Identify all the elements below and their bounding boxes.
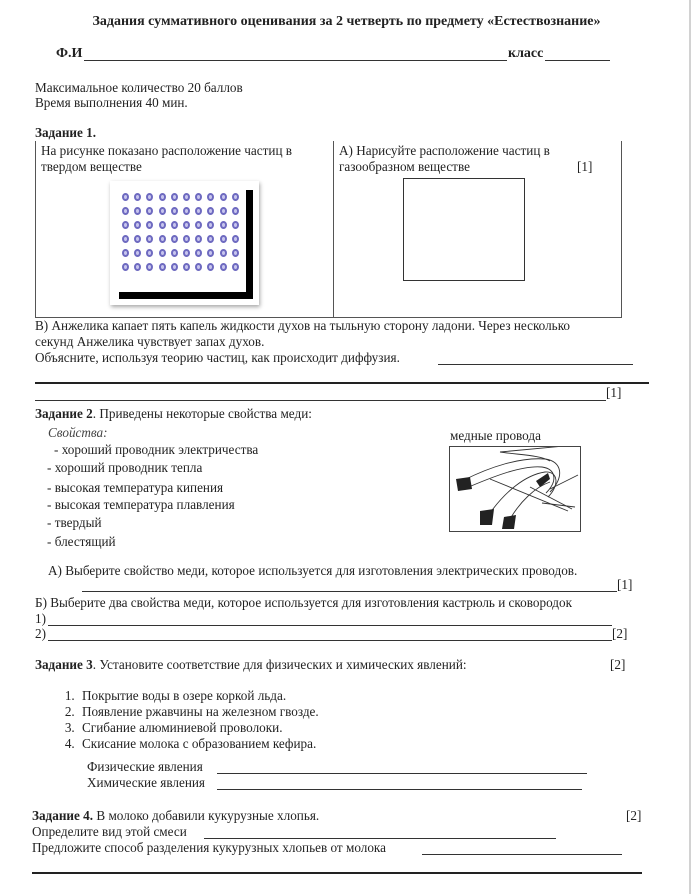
container-wall-bottom (119, 292, 253, 299)
property-item: - блестящий (47, 534, 116, 549)
phenomenon-item: 2. Появление ржавчины на железном гвозде. (78, 704, 319, 720)
task1-left-line2: твердом веществе (41, 159, 142, 174)
particle-icon (207, 207, 214, 215)
particle-icon (220, 193, 227, 201)
class-field[interactable] (545, 60, 610, 61)
task2b-points: [2] (612, 626, 628, 641)
properties-label: Свойства: (48, 425, 108, 440)
task2-heading-row (35, 406, 312, 422)
task2a-answer-line[interactable] (82, 591, 617, 592)
particle-icon (134, 193, 141, 201)
task4-heading: Задание 4. (32, 808, 94, 823)
particle-icon (195, 221, 202, 229)
particle-icon (122, 249, 129, 257)
wires-caption: медные провода (450, 428, 541, 443)
particle-grid (120, 191, 242, 275)
task1-right-line1: А) Нарисуйте расположение частиц в (339, 143, 550, 158)
particle-icon (207, 221, 214, 229)
task3-points: [2] (610, 657, 626, 672)
particle-icon (207, 263, 214, 271)
container-wall-right (246, 190, 253, 298)
name-field[interactable] (84, 60, 507, 61)
task3-intro: . Установите соответствие для физических и химических явлений: (92, 657, 467, 672)
phenomenon-item: 4. Скисание молока с образованием кефира. (78, 736, 319, 752)
particle-icon (171, 263, 178, 271)
task1b-answer-line1[interactable] (438, 364, 633, 365)
particle-icon (195, 235, 202, 243)
task2b-answer2-label: 2) (35, 626, 46, 641)
particle-icon (134, 221, 141, 229)
task2-heading: Задание 2 (35, 406, 93, 421)
name-label: Ф.И (56, 46, 83, 61)
particle-icon (220, 235, 227, 243)
particle-icon (134, 249, 141, 257)
particle-icon (195, 263, 202, 271)
task1-left-line1: На рисунке показано расположение частиц в (41, 143, 293, 158)
particle-icon (207, 249, 214, 257)
particle-icon (232, 263, 239, 271)
task1-right-line2: газообразном веществе (339, 159, 470, 174)
particle-icon (195, 207, 202, 215)
task1b-line3: Объясните, используя теорию частиц, как происходит диффузия. (35, 350, 400, 365)
phenomena-list (50, 688, 319, 752)
max-points: Максимальное количество 20 баллов (35, 80, 243, 95)
copper-wires-image (449, 446, 581, 532)
particle-icon (232, 193, 239, 201)
particle-icon (207, 193, 214, 201)
task3-heading: Задание 3 (35, 657, 93, 672)
particle-icon (183, 263, 190, 271)
table-border-left (35, 141, 36, 318)
particle-icon (232, 221, 239, 229)
task4-points: [2] (626, 808, 642, 823)
particle-icon (146, 207, 153, 215)
property-item: - хороший проводник тепла (47, 460, 203, 475)
particle-icon (171, 235, 178, 243)
particle-icon (232, 235, 239, 243)
property-item: - хороший проводник электричества (54, 442, 259, 457)
particle-icon (159, 221, 166, 229)
particle-icon (122, 221, 129, 229)
task4-q1-answer-line[interactable] (204, 838, 556, 839)
task1b-answer-line2[interactable] (35, 382, 649, 384)
particle-icon (134, 263, 141, 271)
particle-icon (207, 235, 214, 243)
particle-icon (220, 221, 227, 229)
particle-icon (171, 193, 178, 201)
particle-icon (122, 235, 129, 243)
time-limit: Время выполнения 40 мин. (35, 95, 188, 110)
task2a-question: А) Выберите свойство меди, которое используется для изготовления электрических проводов. (48, 563, 578, 578)
task4-q2-answer-line1[interactable] (422, 854, 622, 855)
particle-icon (122, 263, 129, 271)
task2b-answer1-label: 1) (35, 611, 46, 626)
particle-icon (183, 249, 190, 257)
particle-icon (195, 249, 202, 257)
task4-heading-row (32, 808, 319, 824)
property-item: - твердый (47, 515, 102, 530)
task4-q1: Определите вид этой смеси (32, 824, 187, 839)
task2b-answer2-line[interactable] (48, 640, 612, 641)
particle-icon (146, 263, 153, 271)
particle-icon (159, 235, 166, 243)
particle-icon (232, 249, 239, 257)
particle-icon (220, 249, 227, 257)
task1b-line1: В) Анжелика капает пять капель жидкости духов на тыльную сторону ладони. Через несколько (35, 318, 571, 333)
task1b-answer-line3[interactable] (35, 400, 606, 401)
particle-icon (183, 235, 190, 243)
table-border-middle (333, 141, 334, 318)
phenomenon-item: 1. Покрытие воды в озере коркой льда. (78, 688, 319, 704)
particle-icon (134, 207, 141, 215)
task1-heading: Задание 1. (35, 125, 97, 140)
particle-icon (232, 207, 239, 215)
task2-intro: . Приведены некоторые свойства меди: (92, 406, 312, 421)
particle-icon (171, 249, 178, 257)
particle-icon (146, 235, 153, 243)
particle-icon (146, 249, 153, 257)
physical-answer-line[interactable] (217, 773, 587, 774)
particle-icon (220, 263, 227, 271)
chemical-answer-line[interactable] (217, 789, 582, 790)
task4-intro: В молоко добавили кукурузные хлопья. (93, 808, 320, 823)
task2a-points: [1] (617, 577, 633, 592)
task2b-answer1-line[interactable] (48, 625, 612, 626)
page-edge (689, 0, 691, 894)
particle-icon (122, 193, 129, 201)
particle-icon (159, 263, 166, 271)
particle-icon (220, 207, 227, 215)
particle-icon (159, 207, 166, 215)
phenomenon-item: 3. Сгибание алюминиевой проволоки. (78, 720, 319, 736)
particle-icon (146, 193, 153, 201)
particle-icon (146, 221, 153, 229)
particle-icon (183, 193, 190, 201)
particle-icon (183, 221, 190, 229)
table-border-right (621, 141, 622, 318)
task1-points: [1] (577, 159, 593, 174)
task2b-question: Б) Выберите два свойства меди, которое используется для изготовления кастрюль и сковородок (35, 595, 572, 610)
particle-icon (171, 221, 178, 229)
particle-icon (122, 207, 129, 215)
task4-q2-answer-line2[interactable] (32, 872, 642, 874)
particle-icon (134, 235, 141, 243)
task1b-line2: секунд Анжелика чувствует запах духов. (35, 334, 265, 349)
physical-label: Физические явления (87, 759, 203, 774)
class-label: класс (508, 46, 544, 61)
task1b-points: [1] (606, 385, 622, 400)
page-title: Задания суммативного оценивания за 2 четверть по предмету «Естествознание» (92, 14, 601, 29)
gas-drawing-box[interactable] (403, 178, 525, 281)
task4-q2: Предложите способ разделения кукурузных хлопьев от молока (32, 840, 386, 855)
chemical-label: Химические явления (87, 775, 205, 790)
particle-icon (159, 193, 166, 201)
property-item: - высокая температура плавления (47, 497, 235, 512)
solid-particles-figure (110, 181, 259, 305)
particle-icon (195, 193, 202, 201)
particle-icon (159, 249, 166, 257)
task3-heading-row (35, 657, 467, 673)
particle-icon (171, 207, 178, 215)
property-item: - высокая температура кипения (47, 480, 224, 495)
copper-wires-icon (450, 447, 580, 531)
particle-icon (183, 207, 190, 215)
